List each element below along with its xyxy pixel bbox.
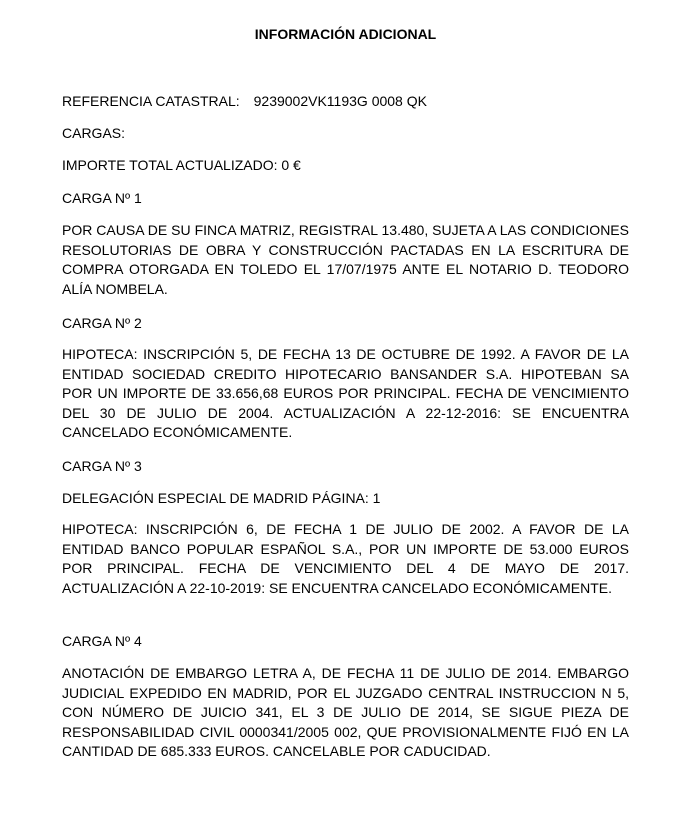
cargas-label: CARGAS: bbox=[62, 125, 126, 141]
document-title: INFORMACIÓN ADICIONAL bbox=[254, 26, 437, 42]
carga-3-delegacion: DELEGACIÓN ESPECIAL DE MADRID PÁGINA: 1 bbox=[62, 490, 381, 506]
carga-2-heading: CARGA Nº 2 bbox=[62, 315, 142, 331]
carga-1-heading: CARGA Nº 1 bbox=[62, 190, 142, 206]
carga-3-heading: CARGA Nº 3 bbox=[62, 458, 142, 474]
carga-3-text: HIPOTECA: INSCRIPCIÓN 6, DE FECHA 1 DE JULIO DE 2002. A FAVOR DE LA ENTIDAD BANCO POPULAR ESPAÑOL S.A., POR UN IMPORTE DE 53.000 EUROS POR PRINCIPAL. FECHA DE VENCIMIENTO DEL 4 DE MAYO DE 2017. ACTUALIZACIÓN A 22-10-2019: SE ENCUENTRA CANCELADO ECONÓMICAMENTE. bbox=[62, 521, 629, 596]
carga-4-text: ANOTACIÓN DE EMBARGO LETRA A, DE FECHA 11 DE JULIO DE 2014. EMBARGO JUDICIAL EXPEDIDO EN MADRID, POR EL JUZGADO CENTRAL INSTRUCCION N 5, CON NÚMERO DE JUICIO 341, EL 3 DE JULIO DE 2014, SE SIGUE PIEZA DE RESPONSABILIDAD CIVIL 0000341/2005 002, QUE PROVISIONALMENTE FIJÓ EN LA CANTIDAD DE 685.333 EUROS. CANCELABLE POR CADUCIDAD. bbox=[62, 665, 629, 760]
importe-total: IMPORTE TOTAL ACTUALIZADO: 0 € bbox=[62, 157, 301, 173]
carga-2-text: HIPOTECA: INSCRIPCIÓN 5, DE FECHA 13 DE OCTUBRE DE 1992. A FAVOR DE LA ENTIDAD SOCIEDAD CREDITO HIPOTECARIO BANSANDER S.A. HIPOTEBAN SA POR UN IMPORTE DE 33.656,68 EUROS POR PRINCIPAL. FECHA DE VENCIMIENTO DEL 30 DE JULIO DE 2004. ACTUALIZACIÓN A 22-12-2016: SE ENCUENTRA CANCELADO ECONÓMICAMENTE. bbox=[62, 346, 629, 441]
referencia-catastral-label: REFERENCIA CATASTRAL: bbox=[62, 93, 240, 109]
carga-4-heading: CARGA Nº 4 bbox=[62, 633, 142, 649]
carga-1-text: POR CAUSA DE SU FINCA MATRIZ, REGISTRAL 13.480, SUJETA A LAS CONDICIONES RESOLUTORIAS DE OBRA Y CONSTRUCCIÓN PACTADAS EN LA ESCRITURA DE COMPRA OTORGADA EN TOLEDO EL 17/07/1975 ANTE EL NOTARIO D. TEODORO ALÍA NOMBELA. bbox=[62, 222, 629, 297]
referencia-catastral-value: 9239002VK1193G 0008 QK bbox=[253, 93, 427, 109]
referencia-catastral-line bbox=[62, 92, 629, 112]
